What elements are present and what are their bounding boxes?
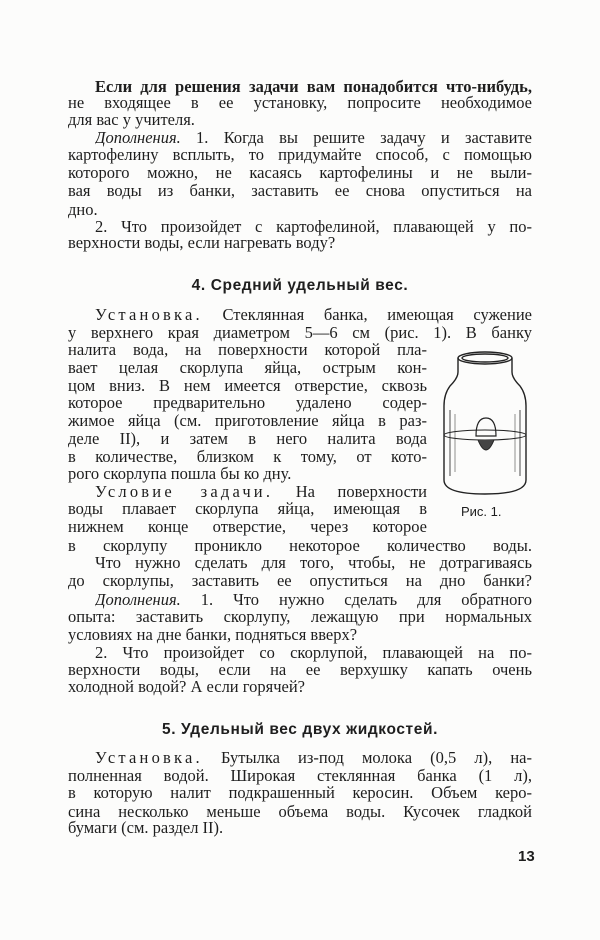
section4-text-line xyxy=(68,429,427,449)
line-text: которое предварительно удалено содер- xyxy=(68,393,427,412)
line-text: холодной водой? А если горячей? xyxy=(68,677,305,696)
page-number: 13 xyxy=(518,848,535,865)
line-text: вает целая скорлупа яйца, острым кон- xyxy=(68,358,427,377)
line-text: воды плавает скорлупа яйца, имеющая в xyxy=(68,499,427,518)
section4-text-line xyxy=(68,499,427,519)
line-text: в скорлупу проникло некоторое количество воды. xyxy=(68,536,532,555)
section4-text-line xyxy=(68,393,427,413)
section5-text-line xyxy=(95,748,532,768)
line-text: Если для решения задачи вам понадобится что-нибудь, xyxy=(95,77,532,96)
line-text: картофелину всплыть, то придумайте способ, с помощью xyxy=(68,145,532,164)
section4-text-line xyxy=(68,411,427,431)
line-text: жимое яйца (см. приготовление яйца в раз- xyxy=(68,411,427,430)
figure-caption: Рис. 1. xyxy=(461,504,502,519)
section4-text-line xyxy=(95,305,532,325)
section4-text-line xyxy=(95,553,532,573)
paragraph-lead-term: Дополнения. xyxy=(95,128,181,147)
line-text: Что нужно сделать для того, чтобы, не дотрагиваясь xyxy=(95,553,532,572)
jar-with-eggshell-illustration xyxy=(440,348,530,498)
intro-text-line xyxy=(68,145,532,165)
intro-text-line xyxy=(68,233,532,253)
section4-text-line xyxy=(68,517,427,537)
line-text: в количестве, близком к тому, от кото- xyxy=(68,447,427,466)
line-text: 2. Что произойдет с картофелиной, плавающей у по- xyxy=(95,217,532,236)
section4-text-line xyxy=(68,625,532,645)
line-text: рого скорлупа пошла бы ко дну. xyxy=(68,464,292,483)
section5-text-line xyxy=(68,783,532,803)
line-text: 1. Когда вы решите задачу и заставите xyxy=(180,128,532,147)
line-text: 2. Что произойдет со скорлупой, плавающей на по- xyxy=(95,643,532,662)
section4-text-line xyxy=(68,358,427,378)
line-text: до скорлупы, заставить ее опуститься на дно банки? xyxy=(68,571,532,590)
paragraph-lead-term: Дополнения. xyxy=(95,590,181,609)
line-text: в которую налит подкрашенный керосин. Объем керо- xyxy=(68,783,532,802)
line-text: цом вниз. В нем имеется отверстие, сквозь xyxy=(68,376,427,395)
intro-text-line xyxy=(68,110,532,130)
line-text: не входящее в ее установку, попросите необходимое xyxy=(68,93,532,112)
section5-text-line xyxy=(68,818,532,838)
intro-text-line xyxy=(68,181,532,201)
line-text: На поверхности xyxy=(273,482,427,501)
line-text: Бутылка из-под молока (0,5 л), на- xyxy=(202,748,532,767)
section4-text-line xyxy=(68,340,427,360)
line-text: деле II), и затем в него налита вода xyxy=(68,429,427,448)
line-text: полненная водой. Широкая стеклянная банка (1 л), xyxy=(68,766,532,785)
line-text: условиях на дне банки, подняться вверх? xyxy=(68,625,358,644)
section4-text-line xyxy=(68,571,532,591)
line-text: у верхнего края диаметром 5—6 см (рис. 1). В банку xyxy=(68,323,532,342)
line-text: нижнем конце отверстие, через которое xyxy=(68,517,427,536)
line-text: дно. xyxy=(68,200,98,219)
line-text: верхности воды, если нагревать воду? xyxy=(68,233,336,252)
line-text: которого можно, не касаясь картофелины и не выли- xyxy=(68,163,532,182)
section4-text-line xyxy=(68,464,427,484)
paragraph-lead-term: Условие задачи. xyxy=(95,482,274,501)
line-text: вая воды из банки, заставить ее снова опуститься на xyxy=(68,181,532,200)
line-text: 1. Что нужно сделать для обратного xyxy=(180,590,532,609)
line-text: верхности воды, если на ее верхушку капать очень xyxy=(68,660,532,679)
line-text: налита вода, на поверхности которой пла- xyxy=(68,340,427,359)
line-text: бумаги (см. раздел II). xyxy=(68,818,224,837)
paragraph-lead-term: Установка. xyxy=(95,748,203,767)
line-text: Стеклянная банка, имеющая сужение xyxy=(202,305,532,324)
section4-text-line xyxy=(68,607,532,627)
line-text: сина несколько меньше объема воды. Кусочек гладкой xyxy=(68,802,532,821)
section-5-heading: 5. Удельный вес двух жидкостей. xyxy=(162,721,438,738)
line-text: опыта: заставить скорлупу, лежащую при нормальных xyxy=(68,607,532,626)
line-text: для вас у учителя. xyxy=(68,110,195,129)
section4-text-line xyxy=(68,677,532,697)
section-4-heading: 4. Средний удельный вес. xyxy=(191,277,409,294)
paragraph-lead-term: Установка. xyxy=(95,305,203,324)
intro-text-line xyxy=(68,163,532,183)
